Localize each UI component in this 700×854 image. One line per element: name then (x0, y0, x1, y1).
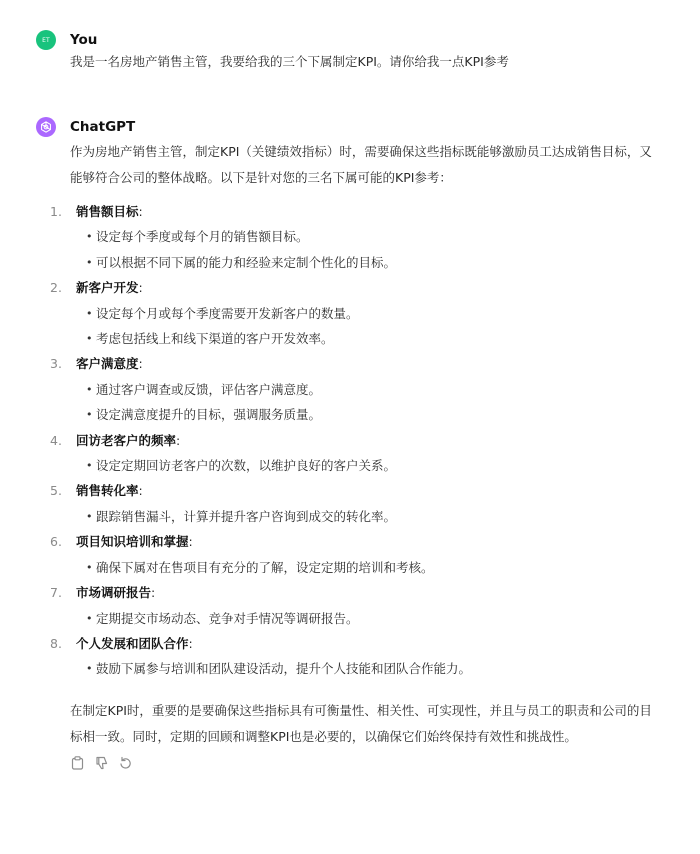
kpi-point (76, 377, 660, 402)
kpi-point-text: 跟踪销售漏斗，计算并提升客户咨询到成交的转化率。 (96, 508, 397, 524)
kpi-number: 8. (50, 635, 62, 651)
user-avatar-initials: ET (42, 36, 50, 44)
assistant-intro: 作为房地产销售主管，制定KPI（关键绩效指标）时，需要确保这些指标既能够激励员工达成销售目标，又能够符合公司的整体战略。以下是针对您的三名下属可能的KPI参考： (70, 144, 652, 185)
bullet-icon: • (86, 662, 93, 676)
thumbs-down-button[interactable] (92, 754, 110, 772)
kpi-title-colon: : (138, 204, 143, 219)
kpi-point (76, 224, 660, 249)
bullet-icon: • (86, 459, 93, 473)
kpi-point-text: 设定定期回访老客户的次数，以维护良好的客户关系。 (96, 458, 397, 474)
assistant-message-content (50, 139, 660, 772)
kpi-title-colon: : (138, 280, 143, 296)
kpi-list (50, 199, 660, 682)
kpi-points (76, 504, 660, 529)
message-actions (68, 754, 660, 772)
kpi-number: 4. (50, 432, 62, 448)
kpi-points (76, 656, 660, 681)
kpi-point-text: 设定每个季度或每个月的销售额目标。 (96, 229, 309, 245)
user-author-name: You (70, 32, 98, 48)
kpi-point (76, 656, 660, 681)
kpi-number: 1. (50, 204, 62, 219)
user-avatar (36, 30, 56, 50)
bullet-icon: • (86, 230, 93, 244)
kpi-title: 销售转化率 (76, 483, 139, 499)
kpi-title: 销售额目标 (76, 204, 139, 219)
kpi-title: 市场调研报告 (76, 585, 152, 601)
kpi-point (76, 326, 660, 351)
user-message-text: 我是一名房地产销售主管，我要给我的三个下属制定KPI。请你给我一点KPI参考 (70, 54, 509, 69)
kpi-points (76, 224, 660, 275)
kpi-title-colon: : (188, 534, 193, 550)
kpi-title: 项目知识培训和掌握 (76, 534, 189, 550)
kpi-point-text: 设定满意度提升的目标，强调服务质量。 (96, 407, 322, 423)
kpi-number: 5. (50, 483, 62, 499)
kpi-point (76, 402, 660, 427)
kpi-point-text: 定期提交市场动态、竞争对手情况等调研报告。 (96, 610, 359, 626)
kpi-item (50, 428, 660, 479)
kpi-title-colon: : (151, 585, 156, 601)
kpi-title-colon: : (176, 432, 181, 448)
kpi-point-text: 设定每个月或每个季度需要开发新客户的数量。 (96, 305, 359, 321)
assistant-message (36, 117, 660, 772)
kpi-point (76, 453, 660, 478)
bullet-icon: • (86, 382, 93, 396)
kpi-points (76, 453, 660, 478)
kpi-point-text: 通过客户调查或反馈，评估客户满意度。 (96, 381, 322, 397)
kpi-point (76, 250, 660, 275)
kpi-item (50, 199, 660, 275)
copy-button[interactable] (68, 754, 86, 772)
assistant-author-name: ChatGPT (70, 119, 136, 135)
kpi-point-text: 可以根据不同下属的能力和经验来定制个性化的目标。 (96, 254, 397, 270)
bullet-icon: • (86, 332, 93, 346)
bullet-icon: • (86, 509, 93, 523)
kpi-title: 新客户开发 (76, 280, 139, 296)
kpi-title: 个人发展和团队合作 (76, 635, 189, 651)
kpi-title: 回访老客户的频率 (76, 432, 177, 448)
kpi-item (50, 351, 660, 427)
kpi-item (50, 631, 660, 682)
kpi-item (50, 580, 660, 631)
kpi-title-colon: : (138, 483, 143, 499)
kpi-point-text: 考虑包括线上和线下渠道的客户开发效率。 (96, 331, 334, 347)
thumbs-down-icon (95, 756, 108, 770)
bullet-icon: • (86, 306, 93, 320)
kpi-title: 客户满意度 (76, 356, 139, 372)
kpi-point (76, 606, 660, 631)
kpi-points (76, 555, 660, 580)
assistant-message-header (36, 117, 660, 137)
kpi-number: 7. (50, 585, 62, 601)
kpi-point (76, 504, 660, 529)
kpi-item (50, 529, 660, 580)
kpi-title-colon: : (188, 635, 193, 651)
regenerate-button[interactable] (116, 754, 134, 772)
bullet-icon: • (86, 611, 93, 625)
kpi-point (76, 301, 660, 326)
kpi-point (76, 555, 660, 580)
user-message-header (36, 30, 660, 50)
kpi-point-text: 确保下属对在售项目有充分的了解，设定定期的培训和考核。 (96, 559, 434, 575)
kpi-title-colon: : (138, 356, 143, 372)
kpi-points (76, 301, 660, 352)
bullet-icon: • (86, 560, 93, 574)
kpi-number: 6. (50, 534, 62, 550)
bullet-icon: • (86, 255, 93, 269)
kpi-point-text: 鼓励下属参与培训和团队建设活动，提升个人技能和团队合作能力。 (96, 661, 472, 677)
kpi-number: 3. (50, 356, 62, 372)
kpi-item (50, 275, 660, 351)
kpi-points (76, 606, 660, 631)
kpi-number: 2. (50, 280, 62, 296)
bullet-icon: • (86, 408, 93, 422)
chatgpt-logo-icon (36, 117, 56, 137)
kpi-points (76, 377, 660, 428)
clipboard-icon (71, 756, 84, 770)
kpi-item (50, 478, 660, 529)
user-message (36, 30, 660, 72)
regenerate-icon (119, 756, 132, 770)
assistant-summary: 在制定KPI时，重要的是要确保这些指标具有可衡量性、相关性、可实现性，并且与员工的职责和公司的目标相一致。同时，定期的回顾和调整KPI也是必要的，以确保它们始终保持有效性和挑战性。 (70, 702, 652, 744)
